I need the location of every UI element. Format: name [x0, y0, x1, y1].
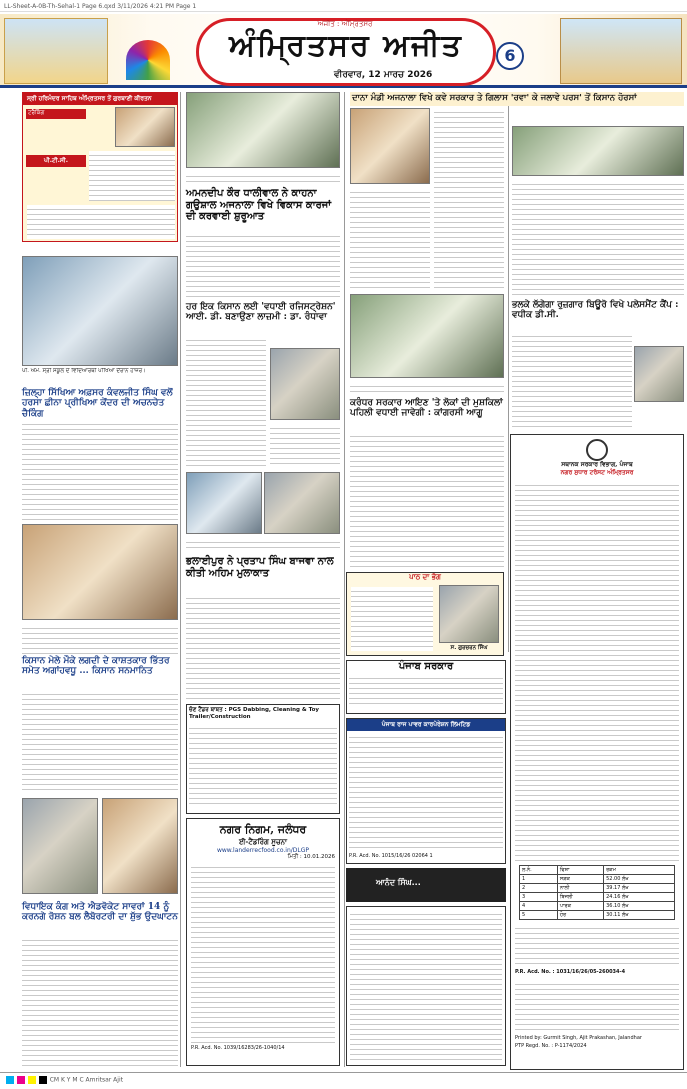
article-text — [186, 336, 266, 468]
table-row — [520, 902, 675, 911]
farmer-fair-photo — [22, 524, 178, 620]
group-photo — [186, 92, 340, 168]
table-cell: ਨਾਲੀ — [557, 884, 603, 893]
notice-body-text — [27, 205, 175, 239]
headline-education: ਜ਼ਿਲ੍ਹਾ ਸਿੱਖਿਆ ਅਫ਼ਸਰ ਕੰਵਲਜੀਤ ਸਿੰਘ ਵਲੋਂ ਹਰਸਾ ਛੀਨਾ ਪ੍ਰੀਖਿਆ ਕੇਂਦਰ ਦੀ ਅਚਨਚੇਤ ਚੈਕਿੰਗ — [22, 388, 173, 419]
tender-ref: P.R. Acd. No. 1015/16/26 02064 1 — [349, 853, 433, 859]
table-cell: 24.16 ਲੱਖ — [604, 893, 675, 902]
tender-body — [349, 733, 503, 851]
notice-title: ਸ੍ਰੀ ਹਰਿਮੰਦਰ ਸਾਹਿਬ ਅੰਮ੍ਰਿਤਸਰ ਤੋਂ ਗੁਰਬਾਣੀ ਕੀਰਤਨ — [23, 93, 177, 105]
table-cell: 36.10 ਲੱਖ — [604, 902, 675, 911]
municipal-sub: ਈ-ਟੈਂਡਰਿੰਗ ਸੂਚਨਾ — [238, 837, 288, 846]
congress-group-photo — [350, 294, 504, 378]
article-text — [350, 432, 504, 568]
temple-photo — [115, 107, 175, 147]
official-portrait — [270, 348, 340, 420]
public-notice — [346, 906, 506, 1066]
notice-body — [349, 674, 503, 706]
caption-text — [186, 538, 340, 552]
tribute-name: ਸ. ਗੁਰਚਰਨ ਸਿੰਘ — [450, 645, 488, 651]
power-tender — [346, 718, 506, 864]
article-text — [22, 690, 178, 794]
table-cell: 2 — [520, 884, 558, 893]
tender-ad-line: ਚੋਣ ਟੈਂਡਰ ਬਾਬਤ : PGS Dabbing, Cleaning & Toy Trailer/Construction — [189, 707, 319, 720]
power-tender-title: ਪੰਜਾਬ ਰਾਜ ਪਾਵਰ ਕਾਰਪੋਰੇਸ਼ਨ ਲਿਮਟਿਡ — [347, 719, 505, 731]
punjab-govt-notice — [346, 660, 506, 714]
meeting-photo — [512, 126, 684, 176]
notice-body-text — [89, 151, 175, 201]
table-row — [520, 875, 675, 884]
table-header: ਰਕਮ — [604, 866, 675, 875]
municipal-ref: P.R. Acd. No. 1039/16283/26-1040/14 — [191, 1045, 285, 1051]
table-cell: ਪਾਰਕ — [557, 902, 603, 911]
table-header: ਵਿਸ਼ਾ — [557, 866, 603, 875]
pr-line: PTP Regd. No. : P-1174/2024 — [515, 1043, 587, 1049]
article-text — [22, 936, 178, 1066]
tribute-portrait — [439, 585, 499, 643]
table-cell: 4 — [520, 902, 558, 911]
caption-text — [350, 382, 504, 396]
article-text — [512, 180, 684, 298]
meeting-photo-right — [264, 472, 340, 534]
table-cell: ਸੜਕ — [557, 875, 603, 884]
magenta-swatch-icon — [17, 1076, 25, 1084]
meeting-photo-left — [186, 472, 262, 534]
cyan-swatch-icon — [6, 1076, 14, 1084]
table-row — [520, 911, 675, 920]
school-exam-photo — [22, 256, 178, 366]
govt-tender-notice — [510, 434, 684, 1070]
masthead-title: ਅੰਮ੍ਰਿਤਸਰ ਅਜੀਤ — [229, 28, 463, 63]
rainbow-logo-icon — [126, 40, 170, 80]
municipal-url[interactable]: www.landerrecfood.co.in/DLGP — [216, 847, 310, 854]
anand-ad-banner: ਆਨੰਦ ਸਿੰਘ... — [346, 868, 506, 902]
notice-sub: ਪੀ.ਟੀ.ਸੀ. — [26, 155, 86, 167]
govt-dept: ਸਥਾਨਕ ਸਰਕਾਰ ਵਿਭਾਗ, ਪੰਜਾਬ — [561, 461, 633, 468]
govt-body — [515, 481, 679, 861]
tribute-title: ਪਾਠ ਦਾ ਭੋਗ — [409, 573, 441, 581]
headline-farmer: ਕਿਸਾਨ ਮੇਲੇ ਮੌਕੇ ਲਗਦੀ ਦੇ ਕਾਸ਼ਤਕਾਰ ਭਿੱਤਰ ਸਮੇਤ ਅਗਾਂਹਵਧੂ ... ਕਿਸਾਨ ਸਨਮਾਨਿਤ — [22, 656, 170, 677]
municipal-body — [191, 863, 335, 1043]
column-rule — [508, 92, 509, 652]
adc-portrait — [634, 346, 684, 402]
municipal-title: ਨਗਰ ਨਿਗਮ, ਜਲੰਧਰ — [219, 823, 307, 836]
golden-temple-image — [4, 18, 108, 84]
table-cell: 52.00 ਲੱਖ — [604, 875, 675, 884]
headline-job-camp: ਭਲਕੇ ਲੱਗੇਗਾ ਰੁਜ਼ਗਾਰ ਬਿਊਰੋ ਵਿਖੇ ਪਲੇਸਮੈਂਟ ਕੈਂਪ : ਵਧੀਕ ਡੀ.ਸੀ. — [512, 300, 679, 321]
headline-grain-market: ਦਾਨਾ ਮੰਡੀ ਅਜਨਾਲਾ ਵਿਖੇ ਕਵੇ ਸਰਕਾਰ ਤੇ ਗਿਲਾਸ 'ਰਵਾ' ਕੇ ਜਲਾਵੇ ਪਰਸ' ਤੋਂ ਕਿਸਾਨ ਹੋਰਸਾਂ — [350, 92, 684, 106]
masthead-date: ਵੀਰਵਾਰ, 12 ਮਾਰਚ 2026 — [334, 70, 433, 80]
article-text — [270, 424, 340, 468]
article-text — [186, 594, 340, 700]
table-cell: 1 — [520, 875, 558, 884]
headline-main: ਅਮਨਦੀਪ ਕੌਰ ਧਾਲੀਵਾਲ ਨੇ ਕਾਹਨਾ ਗਉਸ਼ਾਲ ਅਜਨਾਲਾ ਵਿਖੇ ਵਿਕਾਸ ਕਾਰਜਾਂ ਦੀ ਕਰਵਾਈ ਸ਼ੁਰੂਆਤ — [186, 188, 332, 222]
table-header-row — [520, 866, 675, 875]
portrait-photo-right — [102, 798, 178, 894]
column-rule — [180, 92, 181, 1067]
govt-body — [515, 980, 679, 1030]
page-footer — [0, 1072, 687, 1089]
table-cell: 30.11 ਲੱਖ — [604, 911, 675, 920]
govt-body — [515, 924, 679, 964]
article-text — [512, 332, 632, 430]
caption-text — [186, 172, 340, 186]
table-cell: ਹੋਰ — [557, 911, 603, 920]
table-row — [520, 884, 675, 893]
article-text — [434, 108, 504, 288]
amount-table — [519, 865, 675, 920]
punjab-govt-title: ਪੰਜਾਬ ਸਰਕਾਰ — [398, 661, 454, 672]
article-text — [22, 420, 178, 520]
portrait-photo-left — [22, 798, 98, 894]
table-header: ਲ.ਨੰ. — [520, 866, 558, 875]
article-text — [186, 232, 340, 298]
yellow-swatch-icon — [28, 1076, 36, 1084]
headline-congress: ਕਰੰਧਰ ਸਰਕਾਰ ਆਇਣ 'ਤੇ ਲੋਕਾਂ ਦੀ ਮੁਸ਼ਕਿਲਾਂ ਪਹਿਲੀ ਵਧਾਈ ਜਾਵੇਗੀ : ਕਾਂਗਰਸੀ ਆਗੂ — [350, 398, 503, 419]
print-slug: LL-Sheet-A-0B-Th-Sehal-1 Page 6.qxd 3/11/2026 4:21 PM Page 1 — [0, 0, 687, 12]
column-rule — [344, 92, 345, 1067]
monument-image — [560, 18, 682, 84]
page-number: 6 — [496, 42, 524, 70]
table-cell: 39.17 ਲੱਖ — [604, 884, 675, 893]
table-cell: 3 — [520, 893, 558, 902]
farmers-photo — [350, 108, 430, 184]
kirtan-notice-box — [22, 92, 178, 242]
tribute-ad — [346, 572, 504, 656]
municipal-notice — [186, 818, 340, 1066]
masthead-edition: ਅਜੀਤ : ਅੰਮ੍ਰਿਤਸਰ — [317, 20, 373, 28]
tribute-body — [351, 587, 433, 651]
tender-ad-body — [189, 724, 337, 808]
notice-tag: ਟਰੈਕਿੰਗ — [26, 109, 86, 119]
headline-registration: ਹਰ ਇਕ ਕਿਸਾਨ ਲਈ 'ਵਧਾਈ ਰਜਿਸਟ੍ਰੇਸ਼ਨ' ਆਈ. ਡੀ. ਬਣਾਉਣਾ ਲਾਜ਼ਮੀ : ਡਾ. ਰੰਧਾਵਾ — [186, 302, 336, 323]
black-swatch-icon — [39, 1076, 47, 1084]
govt-emblem-icon — [586, 439, 608, 461]
table-row — [520, 893, 675, 902]
caption-text — [22, 624, 178, 654]
govt-sub: ਨਗਰ ਸੁਧਾਰ ਟਰੱਸਟ ਅੰਮ੍ਰਿਤਸਰ — [560, 469, 634, 476]
school-caption: ਪੀ. ਐਮ. ਸ੍ਰੀ ਸਕੂਲ ਦੇ ਵਿਦਿਆਰਥੀ ਪੀਖਿਆ ਦੌਰਾਨ ਹਾਜ਼ਰ। — [22, 368, 146, 374]
notice-body — [350, 910, 502, 1062]
table-cell: 5 — [520, 911, 558, 920]
table-cell: ਬਿਜਲੀ — [557, 893, 603, 902]
printer-line: Printed by: Gurmit Singh, Ajit Prakashan, Jalandhar — [515, 1035, 642, 1041]
govt-ref: P.R. Acd. No. : 1031/16/26/05-260034-4 — [515, 969, 626, 975]
footer-text: CM K Y M C Amritsar Ajit — [49, 1076, 123, 1084]
headline-lab: ਵਿਧਾਇਕ ਕੰਗ ਅਤੇ ਐਡਵੋਕੇਟ ਸਾਵਰਾਂ 14 ਨੂੰ ਕਰਨਗੇ ਰੋਸ਼ਨ ਬਲ ਲੈਬੋਰਟਰੀ ਦਾ ਸ਼ੁੱਭ ਉਦਘਾਟਨ — [22, 902, 178, 923]
article-text — [350, 188, 430, 288]
municipal-date: ਮਿਤੀ : 10.01.2026 — [287, 854, 335, 860]
headline-meeting: ਭਲਾਈਪੁਰ ਨੇ ਪ੍ਰਤਾਪ ਸਿੰਘ ਬਾਜਵਾ ਨਾਲ ਕੀਤੀ ਅਹਿਮ ਮੁਲਾਕਾਤ — [186, 556, 334, 579]
tender-ad — [186, 704, 340, 814]
